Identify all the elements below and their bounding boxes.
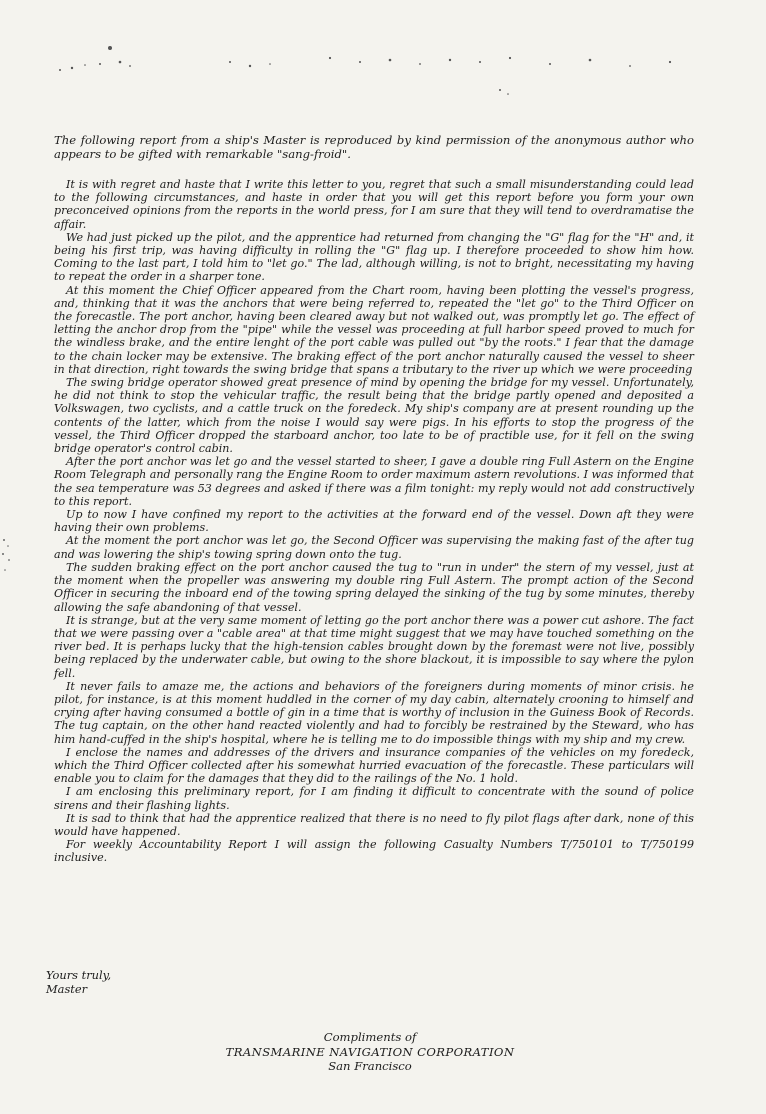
- signature: Master: [46, 982, 88, 996]
- report-paragraph: We had just picked up the pilot, and the apprentice had returned from changing the "G" flag for the "H" and, it being his first trip, was having difficulty in rolling the "G" flag up. I therefore proceeded to show him how. Coming to the last part, I told him to "let go." The lad, although willing, is not to bright, necessitating my having to repeat the order in a sharper tone.: [54, 230, 694, 284]
- report-body: [54, 178, 694, 865]
- report-paragraph: At the moment the port anchor was let go, the Second Officer was supervising the making fast of the after tug and was lowering the ship's towing spring down onto the tug.: [54, 534, 694, 561]
- footer-compliments: Compliments of: [323, 1030, 417, 1044]
- report-paragraph: I enclose the names and addresses of the drivers and insurance companies of the vehicles on my foredeck, which the Third Officer collected after his somewhat hurried evacuation of the forecastle. These particulars will enable you to claim for the damages that they did to the railings of the No. 1 hold.: [54, 745, 694, 786]
- report-paragraph: The sudden braking effect on the port anchor caused the tug to "run in under" the stern of my vessel, just at the moment when the propeller was answering my double ring Full Astern. The prompt action of the Second Officer in securing the inboard end of the towing spring delayed the sinking of the tug by some minutes, thereby allowing the safe abandoning of that vessel.: [54, 560, 694, 614]
- report-paragraph: It is sad to think that had the apprentice realized that there is no need to fly pilot flags after dark, none of this would have happened.: [54, 811, 694, 838]
- salutation: Yours truly,: [46, 968, 112, 982]
- report-paragraph: The swing bridge operator showed great presence of mind by opening the bridge for my vessel. Unfortunately, he did not think to stop the vehicular traffic, the result being that the bridge partly opened and deposited a Volkswagen, two cyclists, and a cattle truck on the foredeck. My ship's company are at present rounding up the contents of the latter, which from the noise I would say were pigs. In his efforts to stop the progress of the vessel, the Third Officer dropped the starboard anchor, too late to be of practible use, for it fell on the swing bridge operator's control cabin.: [54, 376, 694, 456]
- intro-paragraph: The following report from a ship's Master is reproduced by kind permission of the anonymous author who appears to be gifted with remarkable "sang-froid".: [54, 133, 694, 161]
- scan-edge-marks: [0, 530, 20, 590]
- report-paragraph: For weekly Accountability Report I will assign the following Casualty Numbers T/750101 to T/750199 inclusive.: [54, 838, 694, 865]
- report-paragraph: Up to now I have confined my report to the activities at the forward end of the vessel. Down aft they were having their own problems.: [54, 508, 694, 535]
- report-paragraph: At this moment the Chief Officer appeared from the Chart room, having been plotting the vessel's progress, and, thinking that it was the anchors that were being referred to, repeated the "let go" to the Third Officer on the forecastle. The port anchor, having been cleared away but not walked out, was promptly let go. The effect of letting the anchor drop from the "pipe" while the vessel was proceeding at full harbor speed proved to much for the windless brake, and the entire lenght of the port cable was pulled out "by the roots." I fear that the damage to the chain locker may be extensive. The braking effect of the port anchor naturally caused the vessel to sheer in that direction, right towards the swing bridge that spans a tributary to the river up which we were proceeding: [54, 283, 694, 376]
- report-paragraph: It is with regret and haste that I write this letter to you, regret that such a small misunderstanding could lead to the following circumstances, and haste in order that you will get this report before you form your own preconceived opinions from the reports in the world press, for I am sure that they will tend to overdramatise the affair.: [54, 178, 694, 231]
- scan-speckle-marks: [30, 40, 730, 100]
- report-paragraph: It is strange, but at the very same moment of letting go the port anchor there was a power cut ashore. The fact that we were passing over a "cable area" at that time might suggest that we may have touched something on the river bed. It is perhaps lucky that the high-tension cables brought down by the foremast were not live, possibly being replaced by the underwater cable, but owing to the shore blackout, it is impossible to say where the pylon fell.: [54, 613, 694, 680]
- report-paragraph: I am enclosing this preliminary report, for I am finding it difficult to concentrate with the sound of police sirens and their flashing lights.: [54, 785, 694, 812]
- footer-city: San Francisco: [328, 1059, 412, 1073]
- closing-block: [46, 968, 246, 996]
- report-paragraph: It never fails to amaze me, the actions and behaviors of the foreigners during moments of minor crisis. he pilot, for instance, is at this moment huddled in the corner of my day cabin, alternately crooning to himself and crying after having consumed a bottle of gin in a time that is worthy of inclusion in the Guiness Book of Records. The tug captain, on the other hand reacted violently and had to forcibly be restrained by the Steward, who has him hand-cuffed in the ship's hospital, where he is telling me to do impossible things with my ship and my crew.: [54, 679, 694, 746]
- footer-corporation: TRANSMARINE NAVIGATION CORPORATION: [225, 1044, 515, 1059]
- report-paragraph: After the port anchor was let go and the vessel started to sheer, I gave a double ring Full Astern on the Engine Room Telegraph and personally rang the Engine Room to order maximum astern revolutions. I was informed that the sea temperature was 53 degrees and asked if there was a film tonight: my reply would not add constructively to this report.: [54, 455, 694, 508]
- footer-credit: [180, 1030, 560, 1074]
